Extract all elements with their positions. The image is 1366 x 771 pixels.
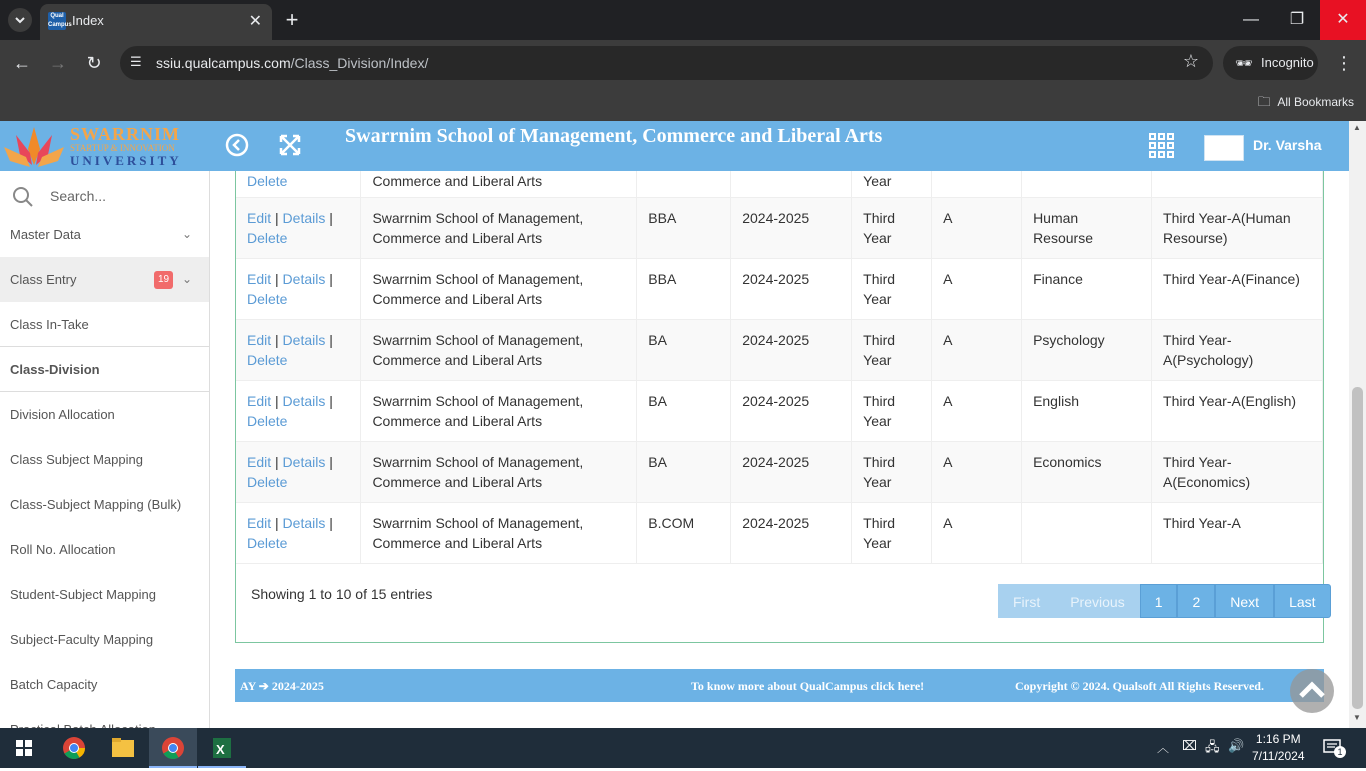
program-cell: B.COM (637, 502, 731, 563)
delete-link[interactable]: Delete (247, 351, 288, 368)
windows-start-icon[interactable] (0, 728, 48, 768)
actions-cell: Edit | Details | Delete (236, 441, 361, 502)
windows-taskbar (0, 728, 1366, 768)
clock-date: 7/11/2024 (1252, 749, 1305, 763)
url-host: ssiu.qualcampus.com (156, 55, 291, 71)
fullscreen-expand-icon[interactable] (278, 133, 302, 160)
chevron-down-icon: ⌄ (182, 272, 193, 286)
forward-arrow-icon[interactable]: → (49, 53, 67, 73)
tray-chevron-up-icon[interactable]: ︿ (1157, 741, 1170, 755)
actions-cell: Edit | Details | Delete (236, 380, 361, 441)
class-division-table (236, 171, 1323, 564)
bookmark-star-icon[interactable]: ☆ (1182, 51, 1199, 71)
scroll-up-arrow-icon[interactable]: ▲ (1353, 123, 1361, 132)
excel-icon[interactable] (198, 728, 246, 768)
division-name-cell: Third Year-A(English) (1152, 380, 1323, 441)
edit-link[interactable]: Edit (247, 453, 272, 470)
year-cell: Third Year (852, 380, 932, 441)
browser-tab-bar (0, 0, 1366, 40)
specialization-cell (1022, 502, 1152, 563)
user-avatar[interactable] (1204, 135, 1244, 161)
division-cell: A (932, 319, 1022, 380)
specialization-cell: English (1022, 380, 1152, 441)
sidebar-item-label: Subject-Faculty Mapping (10, 632, 154, 647)
browser-tab[interactable] (40, 4, 272, 40)
table-row (236, 171, 1323, 197)
chevron-up-icon (1290, 669, 1334, 713)
actions-cell: Edit | Details | Delete (236, 319, 361, 380)
division-name-cell: Third Year-A(Psychology) (1152, 319, 1323, 380)
delete-link[interactable]: Delete (247, 412, 288, 429)
apps-grid-icon[interactable] (1149, 133, 1175, 162)
bookmarks-bar (0, 86, 1366, 121)
sidebar-item-label: Class-Subject Mapping (Bulk) (10, 497, 182, 512)
division-cell: A (932, 380, 1022, 441)
academic-year-cell: 2024-2025 (731, 319, 852, 380)
year-cell: Third Year (852, 197, 932, 258)
program-cell: BA (637, 319, 731, 380)
specialization-cell: Economics (1022, 441, 1152, 502)
delete-link[interactable]: Delete (247, 173, 288, 189)
restore-window-icon[interactable]: ❐ (1289, 11, 1305, 28)
academic-year-cell: 2024-2025 (731, 380, 852, 441)
user-name[interactable]: Dr. Varsha (1253, 137, 1322, 153)
logo-university: UNIVERSITY (70, 153, 182, 168)
main-content (210, 171, 1349, 728)
ay-label: AY (240, 679, 256, 693)
scrollbar-thumb[interactable] (1352, 387, 1363, 709)
logo-subtitle: STARTUP & INNOVATION (70, 143, 175, 153)
table-row (236, 258, 1323, 319)
sidebar-item-label: Student-Subject Mapping (10, 587, 156, 602)
scroll-to-top-button[interactable] (1290, 669, 1334, 713)
sidebar-item-label: Batch Capacity (10, 677, 98, 692)
sidebar-item-label: Class Entry (10, 272, 77, 287)
volume-icon[interactable]: 🔊 (1228, 738, 1245, 753)
edit-link[interactable]: Edit (247, 270, 272, 287)
division-name-cell: Third Year-A(Finance) (1152, 258, 1323, 319)
entries-info: Showing 1 to 10 of 15 entries (251, 586, 433, 602)
back-circle-icon[interactable] (225, 133, 249, 160)
school-cell: Swarrnim School of Management, Commerce and Liberal Arts (361, 441, 637, 502)
year-cell: Third Year (852, 258, 932, 319)
edit-link[interactable]: Edit (247, 209, 272, 226)
sidebar-item-label: Class-Division (10, 362, 100, 377)
chrome-incognito-icon[interactable] (149, 728, 197, 768)
site-settings-icon[interactable]: ☰ (130, 54, 142, 69)
clock[interactable] (1252, 731, 1305, 765)
year-cell: Third Year (852, 441, 932, 502)
delete-link[interactable]: Delete (247, 290, 288, 307)
academic-year-cell: 2024-2025 (731, 502, 852, 563)
program-cell: BBA (637, 197, 731, 258)
table-row (236, 441, 1323, 502)
school-cell: Commerce and Liberal Arts (361, 171, 637, 197)
chevron-down-icon: ⌄ (182, 227, 193, 241)
year-cell: Third Year (852, 502, 932, 563)
sidebar-item-class-division[interactable] (0, 347, 209, 392)
tab-list-chevron-icon[interactable] (8, 8, 32, 32)
actions-cell: Edit | Details | Delete (236, 197, 361, 258)
sidebar-item-roll-no-allocation[interactable] (0, 527, 209, 572)
details-link[interactable]: Details (282, 331, 326, 348)
lotus-logo-icon (2, 123, 66, 169)
edit-link[interactable]: Edit (247, 392, 272, 409)
division-name-cell: Third Year-A(Economics) (1152, 441, 1323, 502)
sidebar-item-subject-faculty-mapping[interactable] (0, 617, 209, 662)
sidebar-item-student-subject-mapping[interactable] (0, 572, 209, 617)
arrow-right-icon: ➔ (258, 679, 269, 693)
division-name-cell: Third Year-A (1152, 502, 1323, 563)
sidebar (0, 171, 210, 728)
next-page-button[interactable]: Next (1215, 584, 1274, 618)
first-page-button[interactable]: First (998, 584, 1055, 618)
folder-icon: 🗀 (1257, 94, 1271, 109)
actions-cell: Edit | Details | Delete (236, 258, 361, 319)
class-division-panel (235, 171, 1324, 643)
qualcampus-info-link[interactable]: To know more about QualCampus click here! (691, 679, 925, 693)
sidebar-item-class-entry[interactable] (0, 257, 209, 302)
incognito-indicator[interactable] (1223, 46, 1318, 80)
close-window-icon[interactable]: ✕ (1320, 0, 1366, 40)
delete-link[interactable]: Delete (247, 229, 288, 246)
sidebar-item-label: Master Data (10, 227, 81, 242)
table-row (236, 380, 1323, 441)
sidebar-item-label: Roll No. Allocation (10, 542, 116, 557)
chrome-icon[interactable] (50, 728, 98, 768)
reload-icon[interactable]: ↻ (86, 53, 102, 73)
device-icon[interactable]: ⌧ (1182, 738, 1197, 753)
table-row (236, 197, 1323, 258)
sidebar-item-master-data[interactable] (0, 212, 209, 257)
division-cell: A (932, 258, 1022, 319)
search-input[interactable]: Search... (50, 188, 107, 204)
all-bookmarks-label: All Bookmarks (1277, 95, 1354, 109)
qualcampus-favicon-icon: Qual Campus (48, 13, 72, 28)
footer (235, 669, 1324, 702)
last-page-button[interactable]: Last (1274, 584, 1330, 618)
delete-link[interactable]: Delete (247, 473, 288, 490)
minimize-window-icon[interactable]: — (1243, 11, 1259, 28)
network-icon[interactable]: 🖧 (1205, 739, 1220, 754)
notification-center-icon[interactable] (1322, 738, 1344, 758)
sidebar-item-division-allocation[interactable] (0, 392, 209, 437)
browser-toolbar (0, 40, 1366, 86)
app-header (0, 121, 1349, 171)
sidebar-item-batch-capacity[interactable] (0, 662, 209, 707)
file-explorer-icon[interactable] (99, 728, 147, 768)
school-title: Swarrnim School of Management, Commerce and Liberal Arts (345, 125, 883, 147)
division-cell: A (932, 197, 1022, 258)
academic-year (240, 679, 324, 694)
clock-time: 1:16 PM (1255, 732, 1301, 746)
sidebar-item-class-subject-mapping-bulk[interactable] (0, 482, 209, 527)
page-1-button[interactable]: 1 (1140, 584, 1178, 618)
count-badge: 19 (154, 271, 173, 289)
specialization-cell: Psychology (1022, 319, 1152, 380)
svg-text:X: X (216, 742, 225, 757)
page-2-button[interactable]: 2 (1177, 584, 1215, 618)
sidebar-item-label: Class In-Take (10, 317, 89, 332)
tab-close-icon[interactable]: ✕ (248, 13, 262, 30)
logo-title: SWARRNIM (70, 124, 181, 144)
program-cell: BBA (637, 258, 731, 319)
academic-year-cell: 2024-2025 (731, 441, 852, 502)
details-link[interactable]: Details (282, 270, 326, 287)
division-cell: A (932, 502, 1022, 563)
division-cell: A (932, 441, 1022, 502)
notification-count-badge: 1 (1334, 746, 1346, 758)
actions-cell: Edit | Details | Delete (236, 502, 361, 563)
school-cell: Swarrnim School of Management, Commerce and Liberal Arts (361, 380, 637, 441)
school-cell: Swarrnim School of Management, Commerce and Liberal Arts (361, 197, 637, 258)
school-cell: Swarrnim School of Management, Commerce and Liberal Arts (361, 258, 637, 319)
search-icon (12, 186, 34, 208)
table-row (236, 502, 1323, 563)
academic-year-cell: 2024-2025 (731, 197, 852, 258)
sidebar-item-label: Division Allocation (10, 407, 115, 422)
details-link[interactable]: Details (282, 392, 326, 409)
address-bar[interactable] (120, 46, 1213, 80)
scroll-down-arrow-icon[interactable]: ▼ (1353, 713, 1361, 722)
specialization-cell: Finance (1022, 258, 1152, 319)
table-row (236, 319, 1323, 380)
school-cell: Swarrnim School of Management, Commerce and Liberal Arts (361, 319, 637, 380)
sidebar-item-class-subject-mapping[interactable] (0, 437, 209, 482)
new-tab-plus-icon[interactable]: + (285, 7, 299, 32)
url-path: /Class_Division/Index/ (290, 55, 429, 71)
details-link[interactable]: Details (282, 453, 326, 470)
division-name-cell: Third Year-A(Human Resourse) (1152, 197, 1323, 258)
specialization-cell: Human Resourse (1022, 197, 1152, 258)
year-cell: Year (852, 171, 932, 197)
pagination (998, 584, 1331, 618)
tab-title: Index (72, 13, 104, 28)
sidebar-item-class-in-take[interactable] (0, 302, 209, 347)
edit-link[interactable]: Edit (247, 514, 272, 531)
ay-value: 2024-2025 (271, 679, 324, 693)
page-scrollbar[interactable] (1349, 121, 1366, 728)
incognito-label: Incognito (1261, 55, 1314, 70)
sidebar-item-label: Class Subject Mapping (10, 452, 143, 467)
program-cell: BA (637, 380, 731, 441)
incognito-icon: 🕶 (1235, 55, 1253, 71)
back-arrow-icon[interactable]: ← (13, 53, 31, 73)
browser-menu-icon[interactable]: ⋮ (1335, 53, 1353, 73)
all-bookmarks-button[interactable] (1258, 93, 1354, 115)
copyright-text: Copyright © 2024. Qualsoft All Rights Reserved. (1015, 679, 1264, 693)
academic-year-cell: 2024-2025 (731, 258, 852, 319)
edit-link[interactable]: Edit (247, 331, 272, 348)
program-cell: BA (637, 441, 731, 502)
details-link[interactable]: Details (282, 209, 326, 226)
university-logo[interactable] (0, 121, 185, 171)
details-link[interactable]: Details (282, 514, 326, 531)
delete-link[interactable]: Delete (247, 534, 288, 551)
previous-page-button[interactable]: Previous (1055, 584, 1139, 618)
year-cell: Third Year (852, 319, 932, 380)
school-cell: Swarrnim School of Management, Commerce and Liberal Arts (361, 502, 637, 563)
